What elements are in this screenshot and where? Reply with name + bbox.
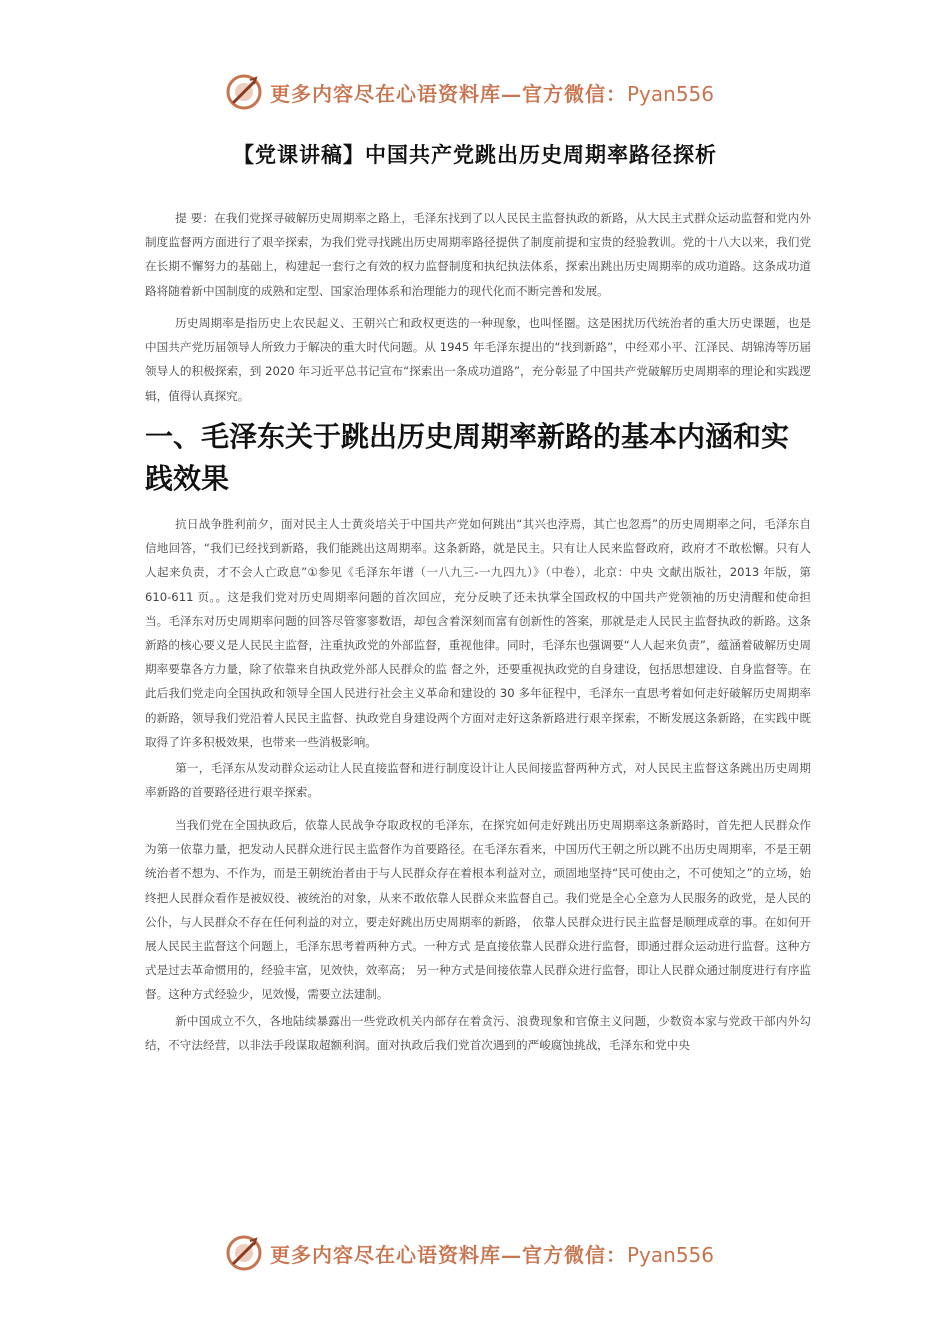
banner-text xyxy=(270,1239,714,1268)
wechat-id: Pyan556 xyxy=(627,81,715,106)
intro-paragraph: 历史周期率是指历史上农民起义、王朝兴亡和政权更迭的一种现象，也叫怪圈。这是困扰历代统治者的重大历史课题，也是中国共产党历届领导人所致力于解决的重大时代问题。从 1945 年毛泽东提出的“找到新路”，中经邓小平、江泽民、胡锦涛等历届领导人的积极探索，到 2020 年习近平总书记宣布“探索出一条成功道路”，充分彰显了中国共产党破解历史周期率的理论和实践逻辑，值得认真探究。 xyxy=(145,316,811,403)
header-banner xyxy=(224,70,724,114)
section-heading: 一、毛泽东关于跳出历史周期率新路的基本内涵和实践效果 xyxy=(145,420,790,495)
body-paragraph-3: 当我们党在全国执政后，依靠人民战争夺取政权的毛泽东，在探究如何走好跳出历史周期率这条新路时，首先把人民群众作为第一依靠力量，把发动人民群众进行民主监督作为首要路径。在毛泽东看来，中国历代王朝之所以跳不出历史周期率，不是王朝统治者不想为、不作为，而是王朝统治者由于与人民群众存在着根本利益对立，顽固地坚持“民可使由之，不可使知之”的立场，始终把人民群众看作是被奴役、被统治的对象，从来不敢依靠人民群众来监督自己。我们党是全心全意为人民服务的政党，是人民的公仆，与人民群众不存在任何利益的对立，要走好跳出历史周期率的新路， 依靠人民群众进行民主监督是顺理成章的事。在如何开展人民民主监督这个问题上，毛泽东思考着两种方式。一种方式 是直接依靠人民群众进行监督，即通过群众运动进行监督。这种方式是过去革命惯用的，经验丰富，见效快，效率高； 另一种方式是间接依靠人民群众进行监督，即让人民群众通过制度进行有序监督。这种方式经验少，见效慢，需要立法建制。 xyxy=(145,818,811,1002)
brand-logo-icon xyxy=(224,72,264,112)
body-paragraph-1: 抗日战争胜利前夕，面对民主人士黄炎培关于中国共产党如何跳出“其兴也浡焉，其亡也忽焉”的历史周期率之问，毛泽东自信地回答，“我们已经找到新路，我们能跳出这周期率。这条新路，就是民主。只有让人民来监督政府，政府才不敢松懈。只有人人起来负责，才不会人亡政息”①参见《毛泽东年谱（一八九三-一九四九）》（中卷），北京：中央 文献出版社，2013 年版，第 610-611 页。。这是我们党对历史周期率问题的首次回应，充分反映了还未执掌全国政权的中国共产党领袖的历史清醒和使命担当。毛泽东对历史周期率问题的回答尽管寥寥数语，却包含着深刻而富有创新性的答案，那就是走人民民主监督执政的新路。这条新路的核心要义是人民民主监督，注重执政党的外部监督，重视他律。同时，毛泽东也强调要“人人起来负责”，蕴涵着破解历史周期率要靠各方力量，除了依靠来自执政党外部人民群众的监 督之外，还要重视执政党的自身建设，包括思想建设、自身监督等。在此后我们党走向全国执政和领导全国人民进行社会主义革命和建设的 30 多年征程中，毛泽东一直思考着如何走好破解历史周期率的新路，领导我们党沿着人民民主监督、执政党自身建设两个方面对走好这条新路进行艰辛探索，不断发展这条新路，在实践中既取得了许多积极效果，也带来一些消极影响。 xyxy=(145,517,811,749)
body-paragraph-4: 新中国成立不久，各地陆续暴露出一些党政机关内部存在着贪污、浪费现象和官僚主义问题，少数资本家与党政干部内外勾结，不守法经营，以非法手段谋取超额利润。面对执政后我们党首次遇到的严峻腐蚀挑战，毛泽东和党中央 xyxy=(145,1014,811,1053)
brand-logo-icon xyxy=(224,1233,264,1273)
footer-banner xyxy=(224,1231,724,1275)
banner-label: 更多内容尽在心语资料库—官方微信： xyxy=(270,81,627,106)
banner-text xyxy=(270,78,714,107)
banner-label: 更多内容尽在心语资料库—官方微信： xyxy=(270,1242,627,1267)
document-title: 【党课讲稿】中国共产党跳出历史周期率路径探析 xyxy=(233,143,717,167)
body-paragraph-2: 第一，毛泽东从发动群众运动让人民直接监督和进行制度设计让人民间接监督两种方式，对人民民主监督这条跳出历史周期率新路的首要路径进行艰辛探索。 xyxy=(145,761,811,800)
wechat-id: Pyan556 xyxy=(627,1242,715,1267)
abstract-paragraph: 提 要：在我们党探寻破解历史周期率之路上，毛泽东找到了以人民民主监督执政的新路，从大民主式群众运动监督和党内外制度监督两方面进行了艰辛探索，为我们党寻找跳出历史周期率路径提供了制度前提和宝贵的经验教训。党的十八大以来，我们党在长期不懈努力的基础上，构建起一套行之有效的权力监督制度和执纪执法体系，探索出跳出历史周期率的成功道路。这条成功道路将随着新中国制度的成熟和定型、国家治理体系和治理能力的现代化而不断完善和发展。 xyxy=(145,211,811,298)
